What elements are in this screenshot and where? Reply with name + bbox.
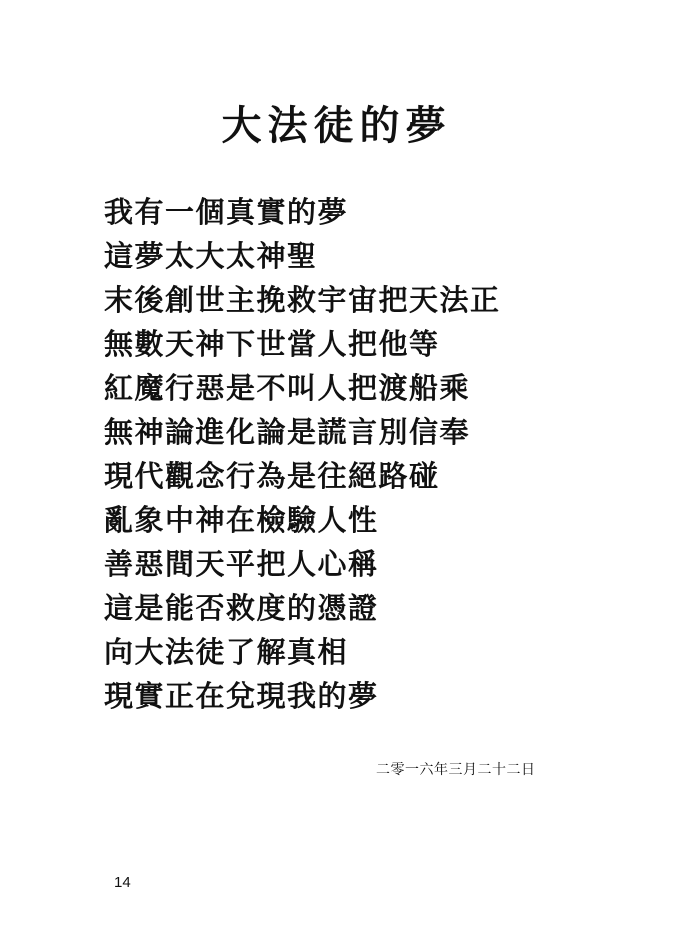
poem-line: 這是能否救度的憑證 <box>104 591 379 625</box>
poem-line: 我有一個真實的夢 <box>104 195 349 229</box>
poem-body <box>104 190 501 718</box>
poem-date: 二零一六年三月二十二日 <box>376 762 536 778</box>
poem-line: 無數天神下世當人把他等 <box>104 327 440 361</box>
poem-line: 末後創世主挽救宇宙把天法正 <box>104 283 501 317</box>
poem-line: 這夢太大太神聖 <box>104 239 318 273</box>
poem-line: 無神論進化論是謊言別信奉 <box>104 415 471 449</box>
poem-line: 亂象中神在檢驗人性 <box>104 503 379 537</box>
poem-title: 大法徒的夢 <box>221 103 452 149</box>
page-number: 14 <box>114 874 131 891</box>
poem-line: 現實正在兌現我的夢 <box>104 679 379 713</box>
poem-line: 紅魔行惡是不叫人把渡船乘 <box>104 371 471 405</box>
poem-line: 現代觀念行為是往絕路碰 <box>104 459 440 493</box>
poem-line: 善惡間天平把人心稱 <box>104 547 379 581</box>
poem-line: 向大法徒了解真相 <box>104 635 349 669</box>
